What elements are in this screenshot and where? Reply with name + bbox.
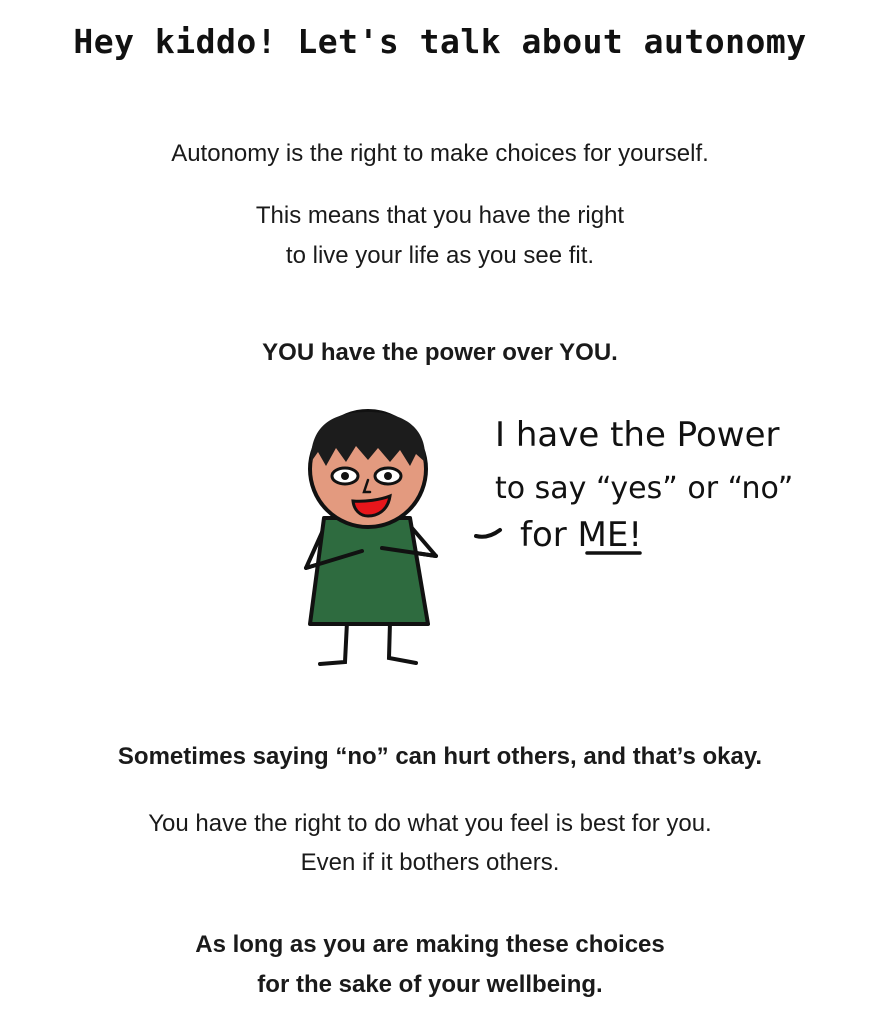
- power-statement: YOU have the power over YOU.: [262, 339, 618, 366]
- green-shirt: [310, 518, 428, 624]
- saying-no-statement: Sometimes saying “no” can hurt others, and that’s okay.: [117, 743, 763, 770]
- illustration: [280, 400, 840, 690]
- speech-line-2: to say “yes” or “no”: [495, 471, 794, 506]
- speech-line-3: for ME!: [520, 515, 643, 555]
- right-leg: [389, 622, 416, 663]
- right-explanation-line-1: This means that you have the right: [255, 202, 625, 229]
- left-leg: [320, 622, 347, 664]
- speech-tick: [476, 530, 500, 537]
- best-for-you-line-1: You have the right to do what you feel is best for you.: [148, 810, 712, 837]
- closing-line-2: for the sake of your wellbeing.: [257, 971, 603, 998]
- right-explanation-line-2: to live your life as you see fit.: [285, 242, 595, 269]
- best-for-you-line-2: Even if it bothers others.: [300, 849, 560, 876]
- speech-line-1: I have the Power: [495, 415, 780, 455]
- child-character: [306, 411, 436, 664]
- page-title: Hey kiddo! Let's talk about autonomy: [73, 22, 807, 61]
- hair: [311, 412, 425, 466]
- closing-line-1: As long as you are making these choices: [195, 931, 665, 958]
- autonomy-definition: Autonomy is the right to make choices for yourself.: [171, 140, 709, 167]
